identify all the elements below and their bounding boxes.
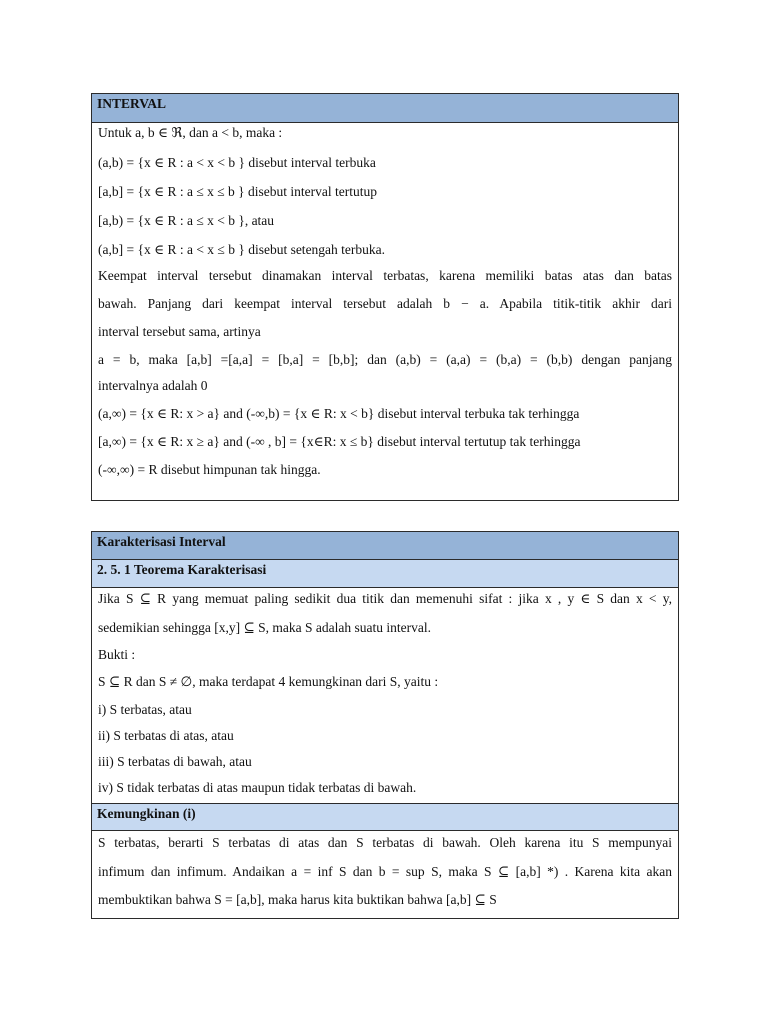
- case-i-line: membuktikan bahwa S = [a,b], maka harus kita buktikan bahwa [a,b] ⊆ S: [98, 892, 497, 907]
- theorem-subheader: 2. 5. 1 Teorema Karakterisasi: [92, 560, 678, 588]
- paragraph-line: interval tersebut sama, artinya: [98, 324, 261, 339]
- paragraph-line: bawah. Panjang dari keempat interval tersebut adalah b − a. Apabila titik-titik akhir dari: [98, 296, 672, 311]
- characterization-box: [91, 531, 679, 919]
- case-i-header: Kemungkinan (i): [92, 803, 678, 831]
- case-i-line: infimum dan infimum. Andaikan a = inf S dan b = sup S, maka S ⊆ [a,b] *) . Karena kita akan: [98, 864, 672, 879]
- theorem-body: [92, 588, 678, 803]
- case-list-item: ii) S terbatas di atas, atau: [98, 728, 234, 743]
- interval-body: [92, 123, 678, 483]
- theorem-line: sedemikian sehingga [x,y] ⊆ S, maka S adalah suatu interval.: [98, 620, 431, 635]
- proof-line: S ⊆ R dan S ≠ ∅, maka terdapat 4 kemungkinan dari S, yaitu :: [98, 674, 439, 689]
- half-open-right-line: (a,b] = {x ∈ R : a < x ≤ b } disebut setengah terbuka.: [98, 242, 386, 257]
- definition-line: Untuk a, b ∈ ℜ, dan a < b, maka :: [98, 125, 283, 140]
- infinite-open-line: (a,∞) = {x ∈ R: x > a} and (-∞,b) = {x ∈ R: x < b} disebut interval terbuka tak terhingga: [98, 406, 580, 421]
- case-i-line: S terbatas, berarti S terbatas di atas dan S terbatas di bawah. Oleh karena itu S mempunyai: [98, 835, 672, 850]
- case-i-body: [92, 831, 678, 915]
- case-list-item: i) S terbatas, atau: [98, 702, 192, 717]
- paragraph-line: Keempat interval tersebut dinamakan interval terbatas, karena memiliki batas atas dan batas: [98, 268, 672, 283]
- proof-label: Bukti :: [98, 647, 136, 662]
- closed-interval-line: [a,b] = {x ∈ R : a ≤ x ≤ b } disebut interval tertutup: [98, 184, 377, 199]
- theorem-line: Jika S ⊆ R yang memuat paling sedikit dua titik dan memenuhi sifat : jika x , y ∈ S dan x < y,: [98, 591, 672, 606]
- characterization-header: Karakterisasi Interval: [92, 532, 678, 560]
- case-list-item: iv) S tidak terbatas di atas maupun tidak terbatas di bawah.: [98, 780, 417, 795]
- infinite-set-line: (-∞,∞) = R disebut himpunan tak hingga.: [98, 462, 321, 477]
- interval-definition-box: [91, 93, 679, 501]
- interval-header: INTERVAL: [92, 94, 678, 123]
- open-interval-line: (a,b) = {x ∈ R : a < x < b } disebut interval terbuka: [98, 155, 376, 170]
- paragraph-line: intervalnya adalah 0: [98, 378, 208, 393]
- paragraph-line: a = b, maka [a,b] =[a,a] = [b,a] = [b,b]; dan (a,b) = (a,a) = (b,a) = (b,b) dengan panjang: [98, 352, 672, 367]
- infinite-closed-line: [a,∞) = {x ∈ R: x ≥ a} and (-∞ , b] = {x∈R: x ≤ b} disebut interval tertutup tak terhingga: [98, 434, 581, 449]
- half-open-left-line: [a,b) = {x ∈ R : a ≤ x < b }, atau: [98, 213, 275, 228]
- case-list-item: iii) S terbatas di bawah, atau: [98, 754, 252, 769]
